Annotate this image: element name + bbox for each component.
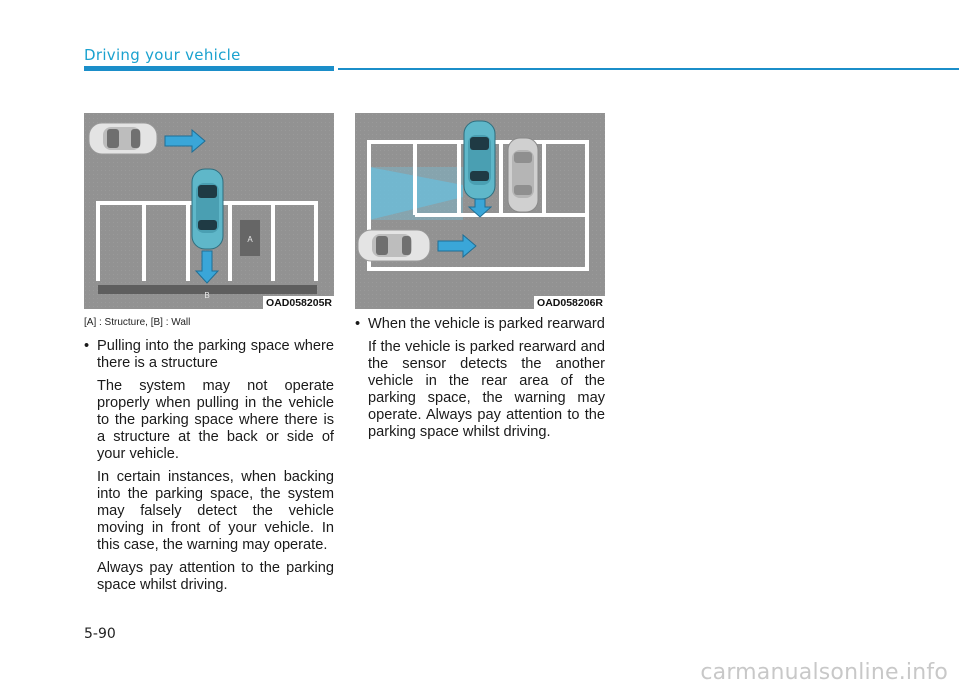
watermark: carmanualsonline.info [700,660,948,685]
right-column [355,316,605,441]
section-title: Driving your vehicle [84,46,241,64]
blue-car [192,169,223,249]
figure-code: OAD058205R [263,296,334,309]
header-rule-thin [338,68,959,70]
white-car [89,123,157,154]
parked-rearward-illustration [355,113,605,309]
page-number: 5-90 [84,626,116,642]
figure-code: OAD058206R [534,296,605,309]
blue-car [464,121,495,199]
paragraph: Always pay attention to the parking space whilst driving. [97,560,334,593]
bullet-heading [84,338,334,372]
paragraph: The system may not operate properly when pulling in the vehicle to the parking space where there is a structure at the back or side of your vehicle. [97,378,334,462]
bullet-title: Pulling into the parking space where there is a structure [97,338,334,371]
figure-parked-rearward [355,113,605,309]
figure-caption: [A] : Structure, [B] : Wall [84,317,191,328]
left-column [84,338,334,594]
label-b: B [204,291,210,300]
parking-structure-illustration [84,113,334,309]
paragraph: If the vehicle is parked rearward and the sensor detects the another vehicle in the rear area of the parking space, the warning may operate. Always pay attention to the parking space whilst driving. [368,339,605,440]
bullet-title: When the vehicle is parked rearward [368,316,605,332]
bullet-marker: • [84,338,90,354]
header-rule-thick [84,66,334,71]
silver-car [508,138,538,212]
white-car [358,230,430,261]
bullet-heading [355,316,605,333]
label-a: A [247,235,253,244]
bullet-marker: • [355,316,361,332]
figure-parking-structure [84,113,334,309]
paragraph: In certain instances, when backing into the parking space, the system may falsely detect the vehicle moving in front of your vehicle. In this case, the warning may operate. [97,469,334,553]
